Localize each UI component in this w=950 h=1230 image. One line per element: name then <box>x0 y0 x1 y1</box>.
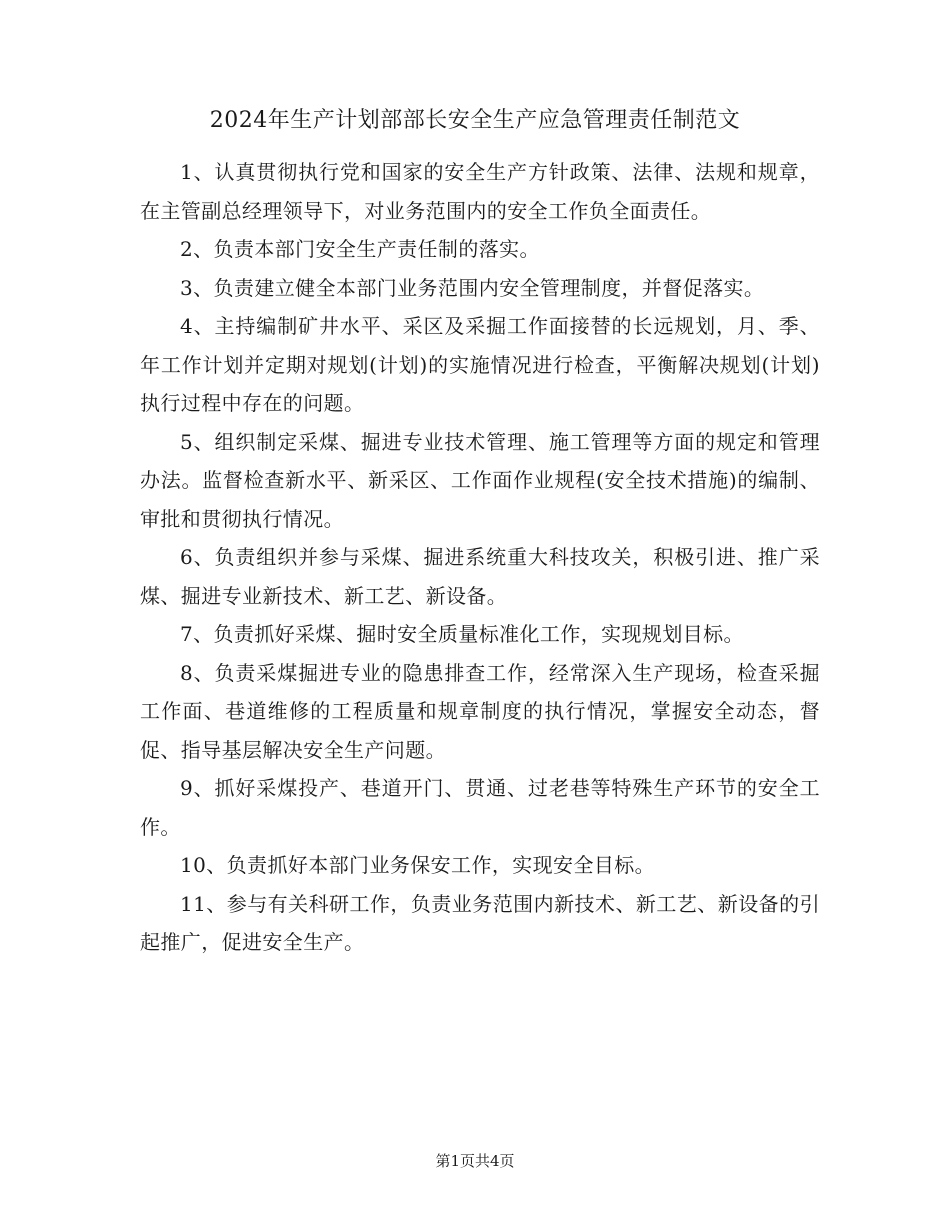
paragraph-5: 5、组织制定采煤、掘进专业技术管理、施工管理等方面的规定和管理办法。监督检查新水平、新采区、工作面作业规程(安全技术措施)的编制、审批和贯彻执行情况。 <box>140 429 820 531</box>
paragraph-10: 10、负责抓好本部门业务保安工作，实现安全目标。 <box>180 853 656 877</box>
page-number: 第1页共4页 <box>435 1152 515 1170</box>
paragraph-7: 7、负责抓好采煤、掘时安全质量标准化工作，实现规划目标。 <box>180 622 744 646</box>
document-body <box>140 153 820 962</box>
paragraph-9: 9、抓好采煤投产、巷道开门、贯通、过老巷等特殊生产环节的安全工作。 <box>140 776 820 839</box>
paragraph-6: 6、负责组织并参与采煤、掘进系统重大科技攻关，积极引进、推广采煤、掘进专业新技术、新工艺、新设备。 <box>140 545 820 608</box>
paragraph-11: 11、参与有关科研工作，负责业务范围内新技术、新工艺、新设备的引起推广，促进安全生产。 <box>140 891 820 954</box>
paragraph-3: 3、负责建立健全本部门业务范围内安全管理制度，并督促落实。 <box>180 275 765 300</box>
paragraph-4: 4、主持编制矿井水平、采区及采掘工作面接替的长远规划，月、季、年工作计划并定期对规划(计划)的实施情况进行检查，平衡解决规划(计划)执行过程中存在的问题。 <box>140 314 820 415</box>
paragraph-2: 2、负责本部门安全生产责任制的落实。 <box>180 237 540 261</box>
document-title: 2024年生产计划部部长安全生产应急管理责任制范文 <box>209 108 741 133</box>
paragraph-1: 1、认真贯彻执行党和国家的安全生产方针政策、法律、法规和规章，在主管副总经理领导下，对业务范围内的安全工作负全面责任。 <box>140 160 820 223</box>
paragraph-8: 8、负责采煤掘进专业的隐患排查工作，经常深入生产现场，检查采掘工作面、巷道维修的工程质量和规章制度的执行情况，掌握安全动态，督促、指导基层解决安全生产问题。 <box>140 660 820 762</box>
